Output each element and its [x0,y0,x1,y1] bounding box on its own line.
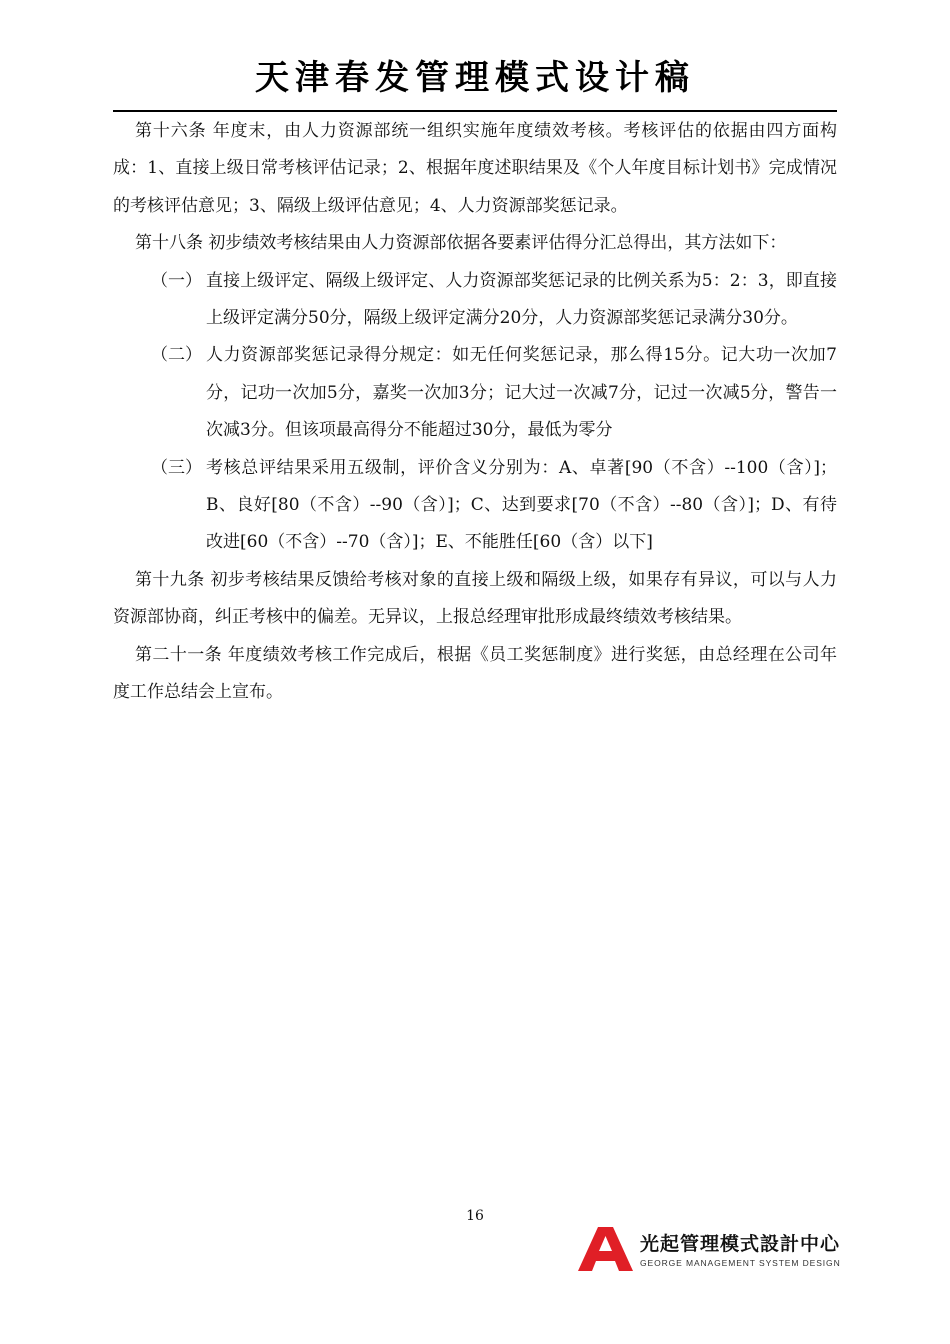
article-21: 第二十一条 年度绩效考核工作完成后，根据《员工奖惩制度》进行奖惩，由总经理在公司年度工作总结会上宣布。 [113,644,837,703]
list-item [113,263,837,338]
list-item-number: （三） [151,457,202,478]
article-18: 第十八条 初步绩效考核结果由人力资源部依据各要素评估得分汇总得出，其方法如下： [135,233,787,254]
list-item-number: （一） [151,270,202,291]
list-item [113,450,837,562]
list-item [113,337,837,449]
logo-chinese-name: 光起管理模式設計中心 [640,1233,841,1255]
page-number: 16 [466,1208,484,1224]
article-16: 第十六条 年度末，由人力资源部统一组织实施年度绩效考核。考核评估的依据由四方面构成：1、直接上级日常考核评估记录；2、根据年度述职结果及《个人年度目标计划书》完成情况的考核评估意见；3、隔级上级评估意见；4、人力资源部奖惩记录。 [113,121,837,216]
document-body [113,113,837,712]
list-item-text: 考核总评结果采用五级制，评价含义分别为：A、卓著[90（不含）--100（含）]；B、良好[80（不含）--90（含）]；C、达到要求[70（不含）--80（含）]；D、有待改进[60（不含）--70（含）]；E、不能胜任[60（含）以下] [206,457,837,553]
company-logo [578,1227,841,1273]
list-item-text: 直接上级评定、隔级上级评定、人力资源部奖惩记录的比例关系为5：2：3，即直接上级评定满分50分，隔级上级评定满分20分，人力资源部奖惩记录满分30分。 [206,270,837,329]
logo-a-icon [578,1227,633,1271]
logo-english-name: GEORGE MANAGEMENT SYSTEM DESIGN [640,1258,841,1268]
article-19: 第十九条 初步考核结果反馈给考核对象的直接上级和隔级上级，如果存有异议，可以与人力资源部协商，纠正考核中的偏差。无异议，上报总经理审批形成最终绩效考核结果。 [113,569,837,628]
page-title: 天津春发管理模式设计稿 [255,58,695,98]
list-item-number: （二） [151,345,202,366]
header-rule [113,110,837,112]
list-item-text: 人力资源部奖惩记录得分规定：如无任何奖惩记录，那么得15分。记大功一次加7分，记功一次加5分，嘉奖一次加3分；记大过一次减7分，记过一次减5分，警告一次减3分。但该项最高得分不能超过30分，最低为零分 [206,345,837,441]
